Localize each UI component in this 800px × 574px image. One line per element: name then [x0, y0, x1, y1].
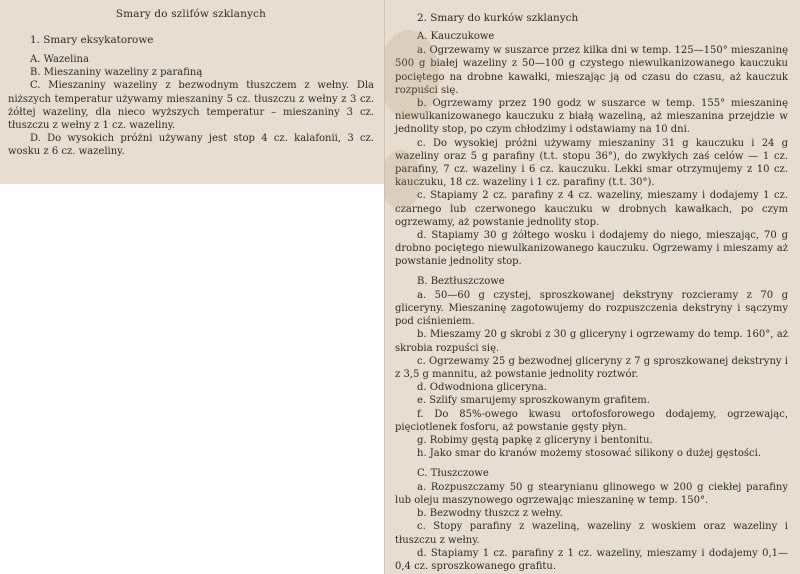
page-title: Smary do szlifów szklanych — [115, 8, 267, 20]
list-item: h. Jako smar do kranów możemy stosować silikony o dużej gęstości. — [417, 448, 761, 460]
list-item: d. Stapiamy 1 cz. parafiny z 1 cz. wazeliny, mieszamy i dodajemy 0,1—0,4 cz. sproszkowanego grafitu. — [395, 547, 788, 572]
list-item: g. Robimy gęstą papkę z gliceryny i bentonitu. — [417, 435, 653, 447]
left-page — [0, 0, 384, 184]
list-item: c. Ogrzewamy 25 g bezwodnej gliceryny z 7 g sproszkowanej dekstryny i z 3,5 g mannitu, aż powstanie jednolity roztwór. — [395, 355, 788, 381]
subsection-heading: A. Kauczukowe — [417, 31, 495, 42]
subsection-heading: C. Tłuszczowe — [417, 467, 489, 479]
list-item: C. Mieszaniny wazeliny z bezwodnym tłuszczem z wełny. Dla niższych temperatur używamy mieszaniny 5 cz. tłuszczu z wełny z 3 cz. żółtej wazeliny, dla nieco wyższych temperatur – mieszaniny 3 cz. tłuszczu z wełny z 1 cz. wazeliny. — [8, 80, 374, 132]
list-item: a. Rozpuszczamy 50 g stearynianu glinowego w 200 g ciekłej parafiny lub oleju maszynowego ogrzewając mieszaninę w temp. 150°. — [395, 481, 788, 506]
list-item: a. 50—60 g czystej, sproszkowanej dekstryny rozcieramy z 70 g gliceryny. Mieszaninę zagotowujemy do rozpuszczenia dekstryny i sączymy pod ciśnieniem. — [395, 289, 788, 328]
section-heading: 2. Smary do kurków szklanych — [417, 12, 579, 24]
list-item: B. Mieszaniny wazeliny z parafiną — [30, 67, 203, 79]
list-item: b. Bezwodny tłuszcz z wełny. — [417, 508, 563, 520]
list-item: b. Mieszamy 20 g skrobi z 30 g gliceryny i ogrzewamy do temp. 160°, aż skrobia rozpuści się. — [395, 329, 788, 354]
list-item: c. Stapiamy 2 cz. parafiny z 4 cz. wazeliny, mieszamy i dodajemy 1 cz. czarnego lub czerwonego kauczuku w drobnych kawałkach, po czym ogrzewamy, aż powstanie jednolity stop. — [395, 190, 788, 228]
section-heading: 1. Smary eksykatorowe — [30, 34, 154, 46]
list-item: D. Do wysokich próżni używany jest stop 4 cz. kalafonii, 3 cz. wosku z 6 cz. wazeliny. — [8, 133, 374, 158]
list-item: c. Do wysokiej próżni używamy mieszaniny 31 g kauczuku i 24 g wazeliny oraz 5 g parafiny (t.t. stopu 36°), do zwykłych zaś celów — 1 cz. parafiny, 7 cz. wazeliny i 6 cz. kauczuku. Lekki smar otrzymujemy z 10 cz. kauczuku, 18 cz. wazeliny i 1 cz. parafiny (t.t. 30°). — [395, 137, 788, 189]
subsection-heading: B. Beztłuszczowe — [417, 275, 505, 287]
list-item: f. Do 85%-owego kwasu ortofosforowego dodajemy, ogrzewając, pięciotlenek fosforu, aż powstanie gęsty płyn. — [395, 408, 788, 433]
list-item: A. Wazelina — [30, 54, 89, 65]
list-item: e. Szlify smarujemy sproszkowanym grafitem. — [417, 395, 650, 407]
list-item: d. Stapiamy 30 g żółtego wosku i dodajemy do niego, mieszając, 70 g drobno pociętego niewulkanizowanego kauczuku. Ogrzewamy i mieszamy aż powstanie jednolity stop. — [395, 230, 788, 268]
list-item: b. Ogrzewamy przez 190 godz w suszarce w temp. 155° mieszaninę niewulkanizowanego kauczuku z białą wazeliną, aż mieszanina przejdzie w jednolity stop, po czym chłodzimy i odstawiamy na 10 dni. — [395, 98, 788, 136]
right-page — [384, 0, 800, 574]
list-item: a. Ogrzewamy w suszarce przez kilka dni w temp. 125—150° mieszaninę 500 g białej wazeliny z 50—100 g czystego niewulkanizowanego kauczuku pociętego na drobne kawałki, mieszając ją od czasu do czasu, aż kauczuk rozpuści się. — [395, 45, 788, 96]
list-item: d. Odwodniona gliceryna. — [417, 382, 547, 394]
list-item: c. Stopy parafiny z wazeliną, wazeliny z woskiem oraz wazeliny i tłuszczu z wełny. — [395, 521, 788, 546]
